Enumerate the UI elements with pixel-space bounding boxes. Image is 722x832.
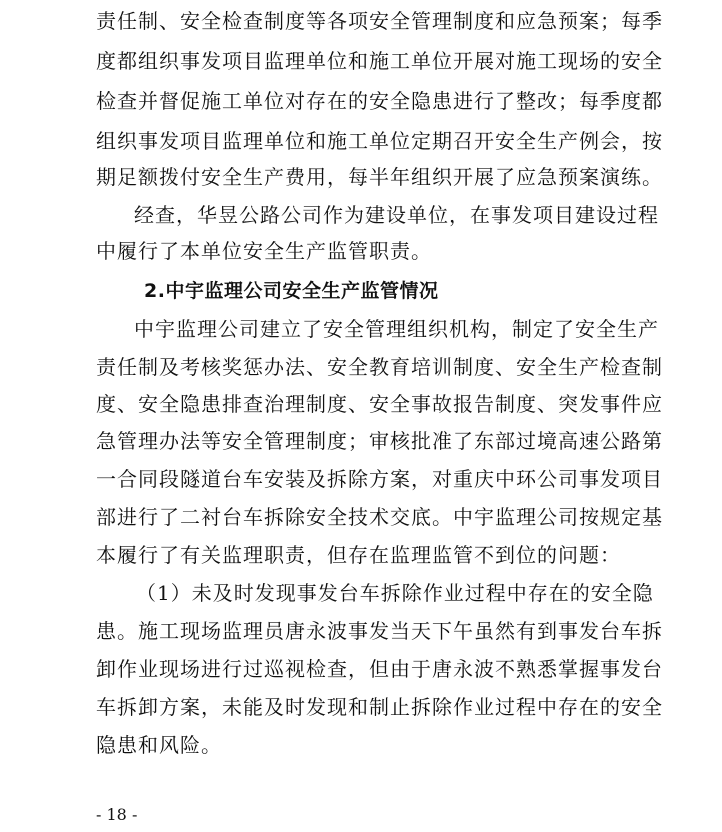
- paragraph-1-line-3: 检查并督促施工单位对存在的安全隐患进行了整改；每季度都: [96, 89, 663, 113]
- paragraph-4-line-4: 车拆卸方案，未能及时发现和制止拆除作业过程中存在的安全: [96, 695, 663, 719]
- paragraph-4-line-5: 隐患和风险。: [96, 733, 222, 757]
- paragraph-4-line-3: 卸作业现场进行过巡视检查，但由于唐永波不熟悉掌握事发台: [96, 657, 663, 681]
- paragraph-4-line-1: （1）未及时发现事发台车拆除作业过程中存在的安全隐: [136, 581, 654, 605]
- paragraph-3-line-5: 一合同段隧道台车安装及拆除方案，对重庆中环公司事发项目: [96, 467, 663, 491]
- paragraph-3-line-2: 责任制及考核奖惩办法、安全教育培训制度、安全生产检查制: [96, 355, 663, 379]
- paragraph-1-line-2: 度都组织事发项目监理单位和施工单位开展对施工现场的安全: [96, 49, 663, 73]
- paragraph-2-line-2: 中履行了本单位安全生产监管职责。: [96, 239, 432, 263]
- paragraph-1-line-4: 组织事发项目监理单位和施工单位定期召开安全生产例会，按: [96, 129, 663, 153]
- section-heading: 2.中宇监理公司安全生产监管情况: [144, 280, 439, 302]
- paragraph-3-line-4: 急管理办法等安全管理制度；审核批准了东部过境高速公路第: [96, 429, 663, 453]
- paragraph-2-line-1: 经查，华昱公路公司作为建设单位，在事发项目建设过程: [134, 203, 659, 227]
- paragraph-1-line-5: 期足额拨付安全生产费用，每半年组织开展了应急预案演练。: [96, 165, 663, 189]
- paragraph-3-line-7: 本履行了有关监理职责，但存在监理监管不到位的问题：: [96, 543, 621, 567]
- paragraph-3-line-1: 中宇监理公司建立了安全管理组织机构，制定了安全生产: [134, 317, 659, 341]
- paragraph-3-line-3: 度、安全隐患排查治理制度、安全事故报告制度、突发事件应: [96, 392, 663, 416]
- paragraph-4-line-2: 患。施工现场监理员唐永波事发当天下午虽然有到事发台车拆: [96, 619, 663, 643]
- paragraph-1-line-1: 责任制、安全检查制度等各项安全管理制度和应急预案；每季: [96, 9, 663, 33]
- paragraph-3-line-6: 部进行了二衬台车拆除安全技术交底。中宇监理公司按规定基: [96, 505, 663, 529]
- page-number: - 18 -: [96, 805, 138, 824]
